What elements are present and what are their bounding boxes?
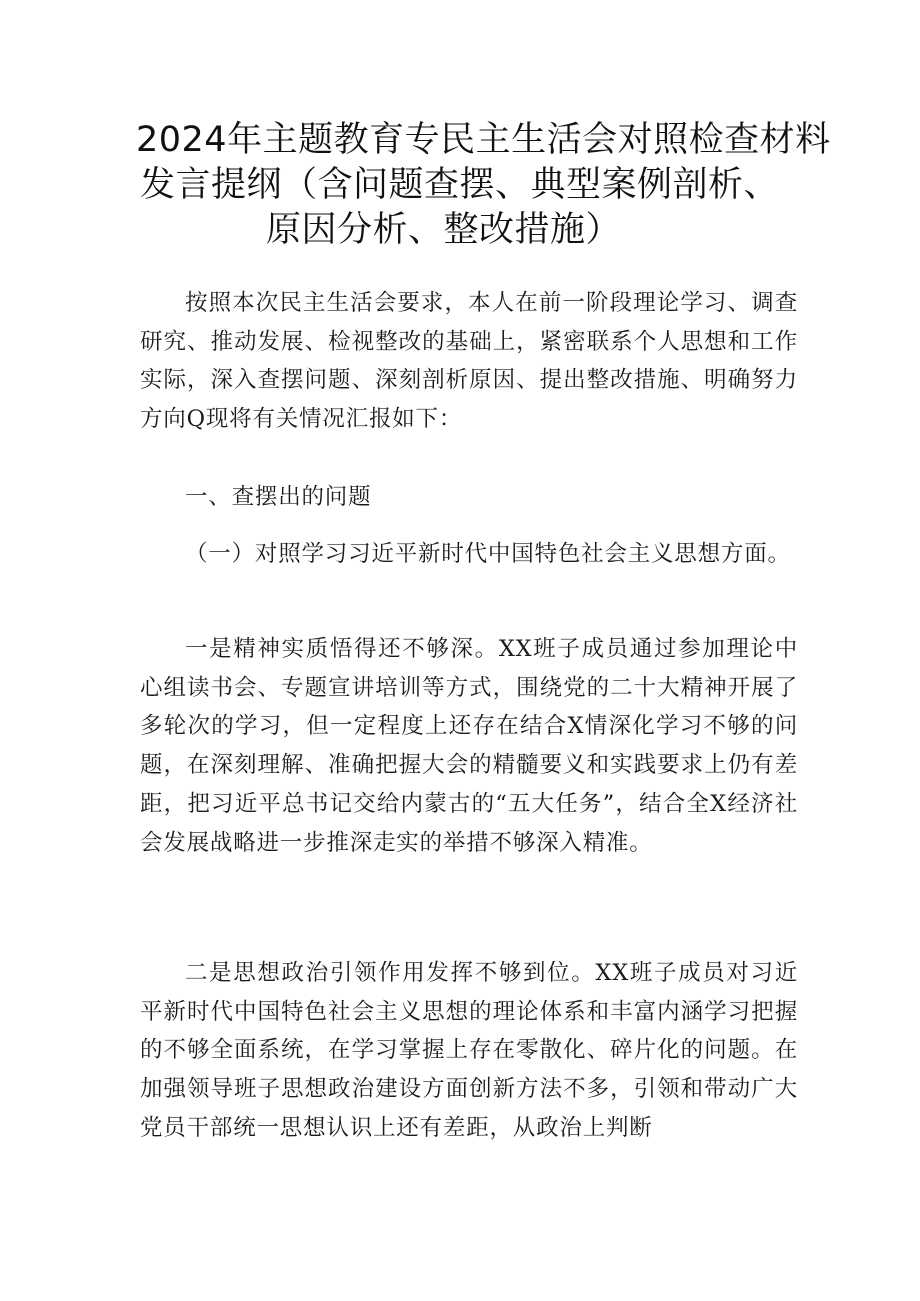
intro-paragraph: 按照本次民主生活会要求，本人在前一阶段理论学习、调查研究、推动发展、检视整改的基础上，紧密联系个人思想和工作实际，深入查摆问题、深刻剖析原因、提出整改措施、明确努力方向Q现将有关情况汇报如下： [140,290,798,433]
problem-item-2-block [140,954,798,1148]
problem-item-2: 二是思想政治引领作用发挥不够到位。XX班子成员对习近平新时代中国特色社会主义思想的理论体系和丰富内涵学习把握的不够全面系统，在学习掌握上存在零散化、碎片化的问题。在加强领导班子思想政治建设方面创新方法不多，引领和带动广大党员干部统一思想认识上还有差距，从政治上判断 [140,960,798,1141]
subsection-heading-block [140,535,798,574]
title-line-1: 2024年主题教育专民主生活会对照检查材料 [136,120,831,160]
problem-item-1-block [140,630,798,862]
title-line-2: 发言提纲（含问题查摆、典型案例剖析、 [140,165,780,205]
intro-paragraph-block [140,284,798,439]
title-line-3: 原因分析、整改措施） [266,210,622,250]
document-title [128,118,831,253]
section-heading: 一、查摆出的问题 [185,484,372,510]
section-heading-block [140,478,798,517]
subsection-heading: （一）对照学习习近平新时代中国特色社会主义思想方面。 [185,541,791,567]
problem-item-1: 一是精神实质悟得还不够深。XX班子成员通过参加理论中心组读书会、专题宣讲培训等方式，围绕党的二十大精神开展了多轮次的学习，但一定程度上还存在结合X情深化学习不够的问题，在深刻理解、准确把握大会的精髓要义和实践要求上仍有差距，把习近平总书记交给内蒙古的“五大任务”，结合全X经济社会发展战略进一步推深走实的举措不够深入精准。 [140,636,798,856]
